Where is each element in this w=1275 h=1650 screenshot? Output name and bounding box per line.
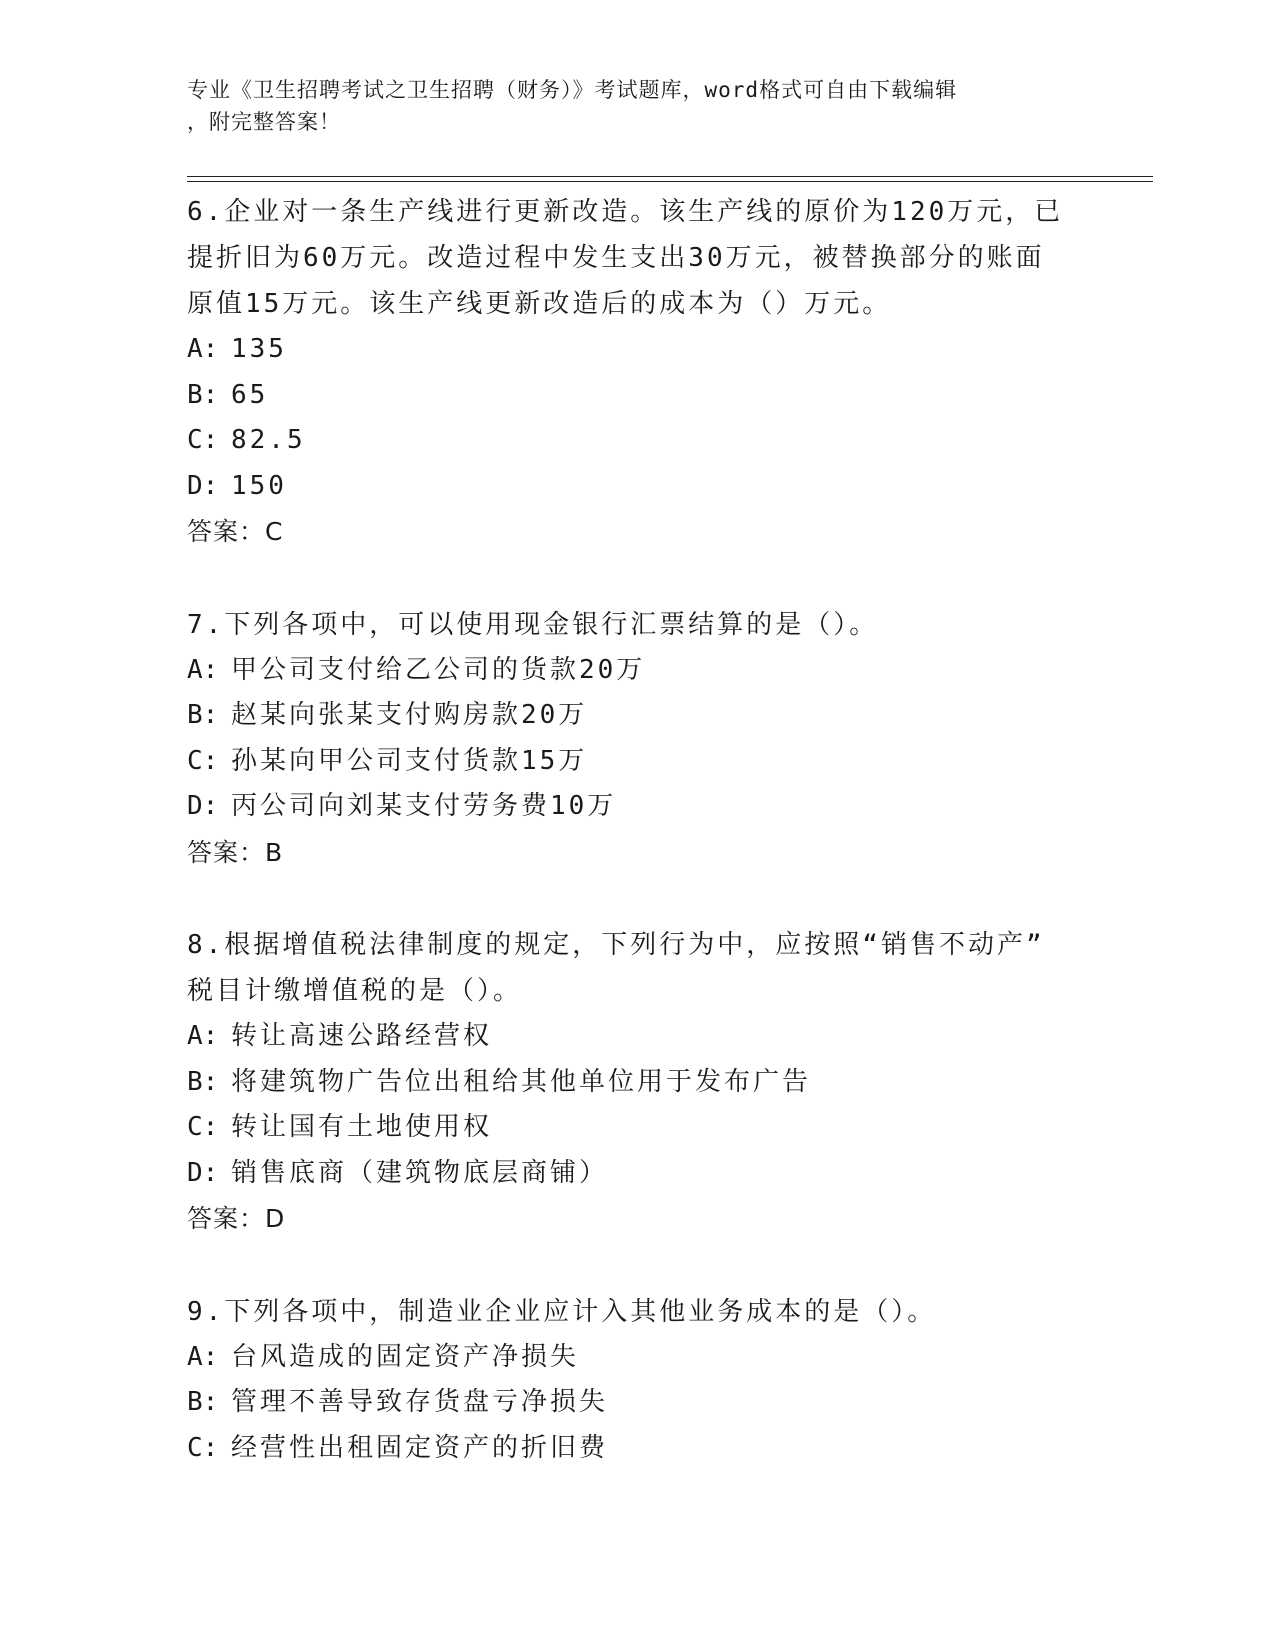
- option-letter: C:: [187, 745, 219, 776]
- option-c: [187, 1426, 1087, 1472]
- option-b: [187, 1060, 1087, 1106]
- header-line-2: ，附完整答案！: [187, 110, 341, 134]
- option-a: [187, 1014, 1087, 1060]
- question-text-line: 税目计缴增值税的是（）。: [187, 976, 523, 1006]
- option-text: 经营性出租固定资产的折旧费: [231, 1432, 609, 1463]
- question-list: [187, 189, 1087, 1518]
- option-b: [187, 1380, 1087, 1426]
- option-letter: C:: [187, 1432, 219, 1463]
- question-text-line: 原值15万元。该生产线更新改造后的成本为（）万元。: [187, 289, 892, 319]
- header-divider-top: [187, 176, 1153, 177]
- option-c: [187, 739, 1087, 785]
- option-d: [187, 464, 1087, 510]
- option-text: 孙某向甲公司支付货款15万: [231, 745, 588, 776]
- question-9: [187, 1289, 1087, 1472]
- question-text-line: 8.根据增值税法律制度的规定，下列行为中，应按照“销售不动产”: [187, 930, 1045, 960]
- question-text-line: 6.企业对一条生产线进行更新改造。该生产线的原价为120万元，已: [187, 197, 1064, 227]
- question-text-line: 提折旧为60万元。改造过程中发生支出30万元，被替换部分的账面: [187, 243, 1045, 273]
- question-8: [187, 922, 1087, 1242]
- option-text: 150: [231, 470, 287, 501]
- header-line-1: 专业《卫生招聘考试之卫生招聘（财务）》考试题库，word格式可自由下载编辑: [187, 78, 958, 102]
- answer: 答案：C: [187, 517, 284, 546]
- option-c: [187, 418, 1087, 464]
- option-a: [187, 648, 1087, 694]
- option-letter: B:: [187, 1066, 219, 1097]
- option-letter: D:: [187, 1157, 219, 1188]
- question-text-line: 9.下列各项中，制造业企业应计入其他业务成本的是（）。: [187, 1296, 937, 1327]
- option-c: [187, 1105, 1087, 1151]
- option-d: [187, 784, 1087, 830]
- document-header: [187, 74, 1087, 138]
- option-text: 甲公司支付给乙公司的货款20万: [231, 654, 646, 685]
- option-letter: D:: [187, 791, 219, 821]
- option-letter: A:: [187, 1341, 219, 1372]
- option-letter: D:: [187, 470, 219, 501]
- question-7: [187, 602, 1087, 876]
- option-letter: A:: [187, 1021, 219, 1051]
- option-a: [187, 1335, 1087, 1381]
- answer: 答案：D: [187, 1204, 286, 1233]
- option-a: [187, 327, 1087, 373]
- option-text: 转让高速公路经营权: [231, 1021, 493, 1051]
- option-letter: C:: [187, 425, 219, 455]
- question-text-line: 7.下列各项中，可以使用现金银行汇票结算的是（）。: [187, 609, 879, 640]
- option-letter: A:: [187, 334, 219, 364]
- question-6: [187, 189, 1087, 555]
- option-letter: B:: [187, 379, 219, 410]
- option-text: 丙公司向刘某支付劳务费10万: [231, 791, 617, 821]
- option-b: [187, 693, 1087, 739]
- option-text: 135: [231, 334, 287, 364]
- option-text: 将建筑物广告位出租给其他单位用于发布广告: [231, 1066, 812, 1097]
- header-divider-bottom: [187, 181, 1153, 182]
- option-text: 65: [231, 379, 269, 410]
- option-text: 销售底商（建筑物底层商铺）: [231, 1157, 609, 1188]
- option-text: 赵某向张某支付购房款20万: [231, 700, 588, 730]
- option-letter: C:: [187, 1112, 219, 1142]
- option-letter: B:: [187, 700, 219, 730]
- option-letter: A:: [187, 654, 219, 685]
- option-text: 转让国有土地使用权: [231, 1112, 493, 1142]
- option-text: 82.5: [231, 425, 306, 455]
- option-d: [187, 1151, 1087, 1197]
- option-text: 台风造成的固定资产净损失: [231, 1341, 580, 1372]
- answer: 答案：B: [187, 837, 284, 867]
- option-b: [187, 373, 1087, 419]
- option-letter: B:: [187, 1387, 219, 1417]
- option-text: 管理不善导致存货盘亏净损失: [231, 1387, 609, 1417]
